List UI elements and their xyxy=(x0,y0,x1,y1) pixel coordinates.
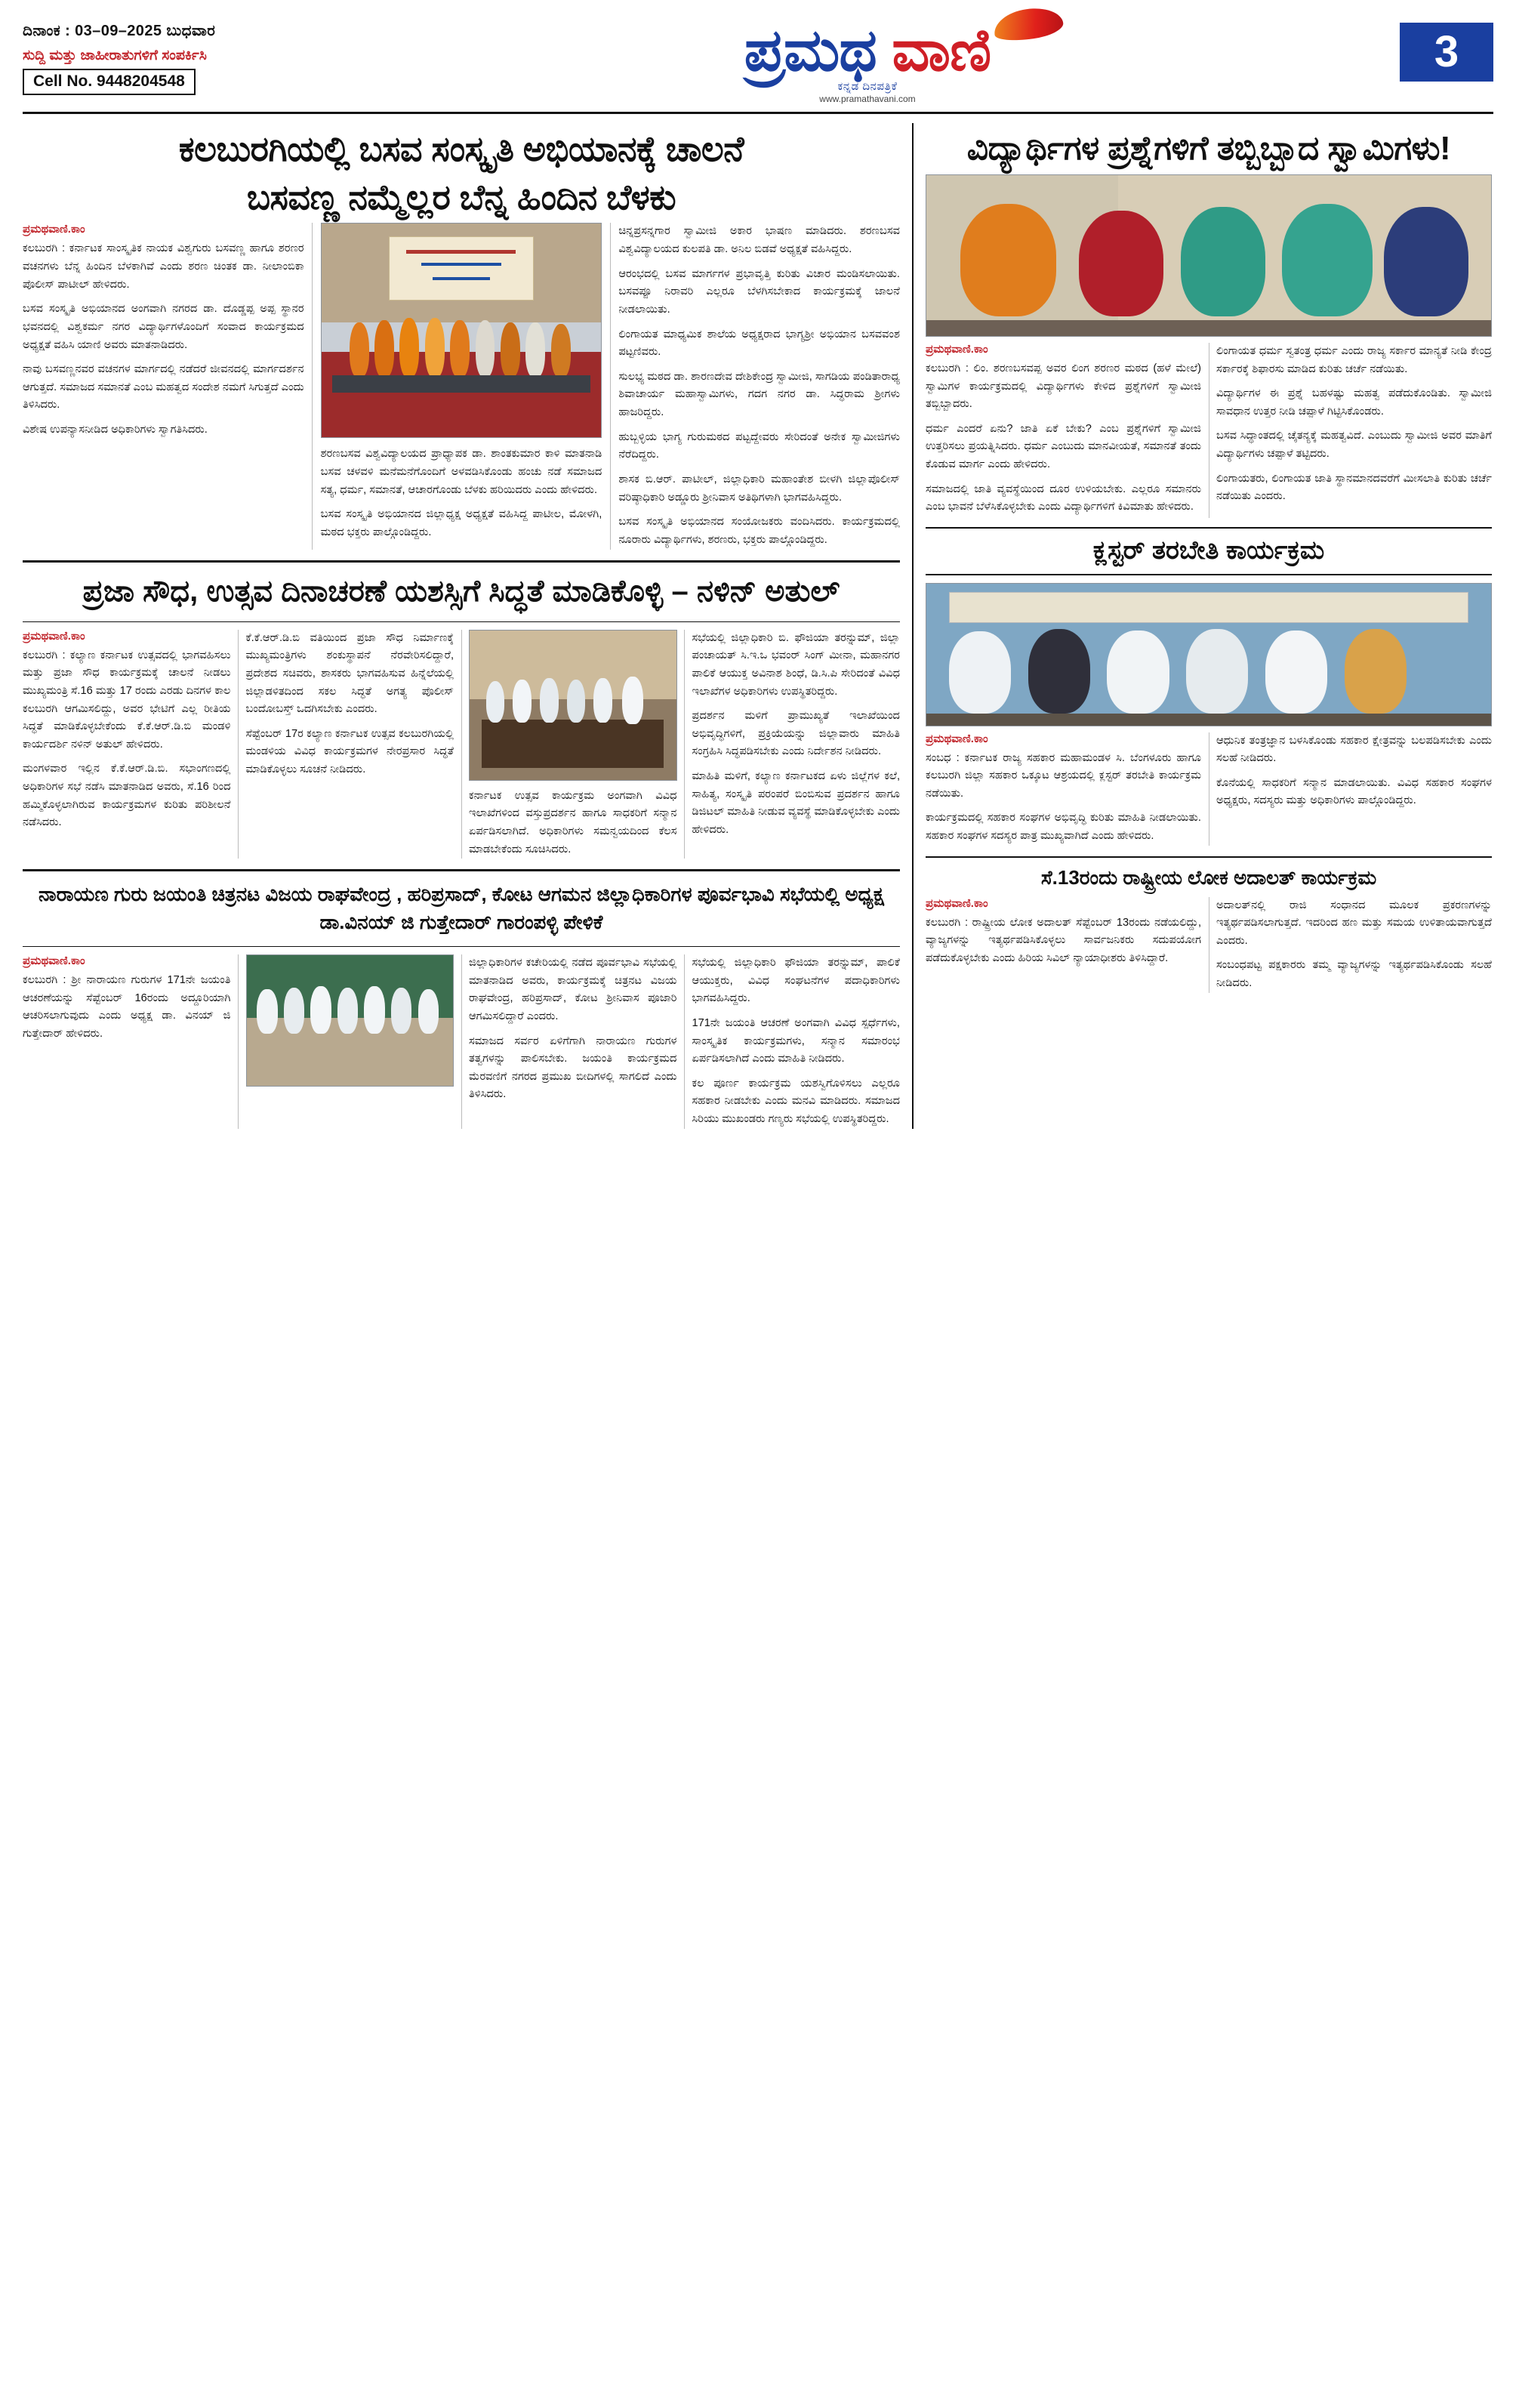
paragraph: ಕಲಬುರಗಿ : ಶ್ರೀ ನಾರಾಯಣ ಗುರುಗಳ 171ನೇ ಜಯಂತಿ ಆಚರಣೆಯನ್ನು ಸೆಪ್ಟೆಂಬರ್ 16ರಂದು ಅದ್ದೂರಿಯಾಗಿ ಆಚರಿಸಲಾಗುವುದು ಎಂದು ಅಧ್ಯಕ್ಷ ಡಾ. ವಿನಯ್ ಜಿ ಗುತ್ತೇದಾರ್ ಹೇಳಿದರು. xyxy=(23,973,231,1040)
group-felicitation-photo xyxy=(246,954,454,1087)
logo-subtitle: ಕನ್ನಡ ದಿನಪತ್ರಿಕೆ xyxy=(837,80,898,94)
paragraph: ಕೊನೆಯಲ್ಲಿ ಸಾಧಕರಿಗೆ ಸನ್ಮಾನ ಮಾಡಲಾಯಿತು. ವಿವಿಧ ಸಹಕಾರ ಸಂಘಗಳ ಅಧ್ಯಕ್ಷರು, ಸದಸ್ಯರು ಮತ್ತು ಅಧಿಕಾರಿಗಳು ಪಾಲ್ಗೊಂಡಿದ್ದರು. xyxy=(1216,776,1492,807)
paragraph: ಬಸವ ಸಂಸ್ಕೃತಿ ಅಭಿಯಾನದ ಅಂಗವಾಗಿ ನಗರದ ಡಾ. ದೊಡ್ಡಪ್ಪ ಅಪ್ಪ ಸ್ಥಾನರ ಭವನದಲ್ಲಿ ವಿಶ್ವಕರ್ಮ ನಗರ ವಿದ್ಯಾರ್ಥಿಗಳೊಂದಿಗೆ ಸಂವಾದ ಕಾರ್ಯಕ್ರಮದ ಅಧ್ಯಕ್ಷತೆ ವಹಿಸಿ ಯಾಣಿ ಅವರು ಮಾತನಾಡಿದರು. xyxy=(23,303,304,351)
masthead xyxy=(23,17,1493,114)
byline: ಪ್ರಮಥವಾಣಿ.ಕಾಂ xyxy=(926,342,988,356)
paragraph: ಸಮಾಜದಲ್ಲಿ ಜಾತಿ ವ್ಯವಸ್ಥೆಯಿಂದ ದೂರ ಉಳಿಯಬೇಕು. ಎಲ್ಲರೂ ಸಮಾನರು ಎಂಬ ಭಾವನೆ ಬೆಳೆಸಿಕೊಳ್ಳಬೇಕು ಎಂದು ವಿದ್ಯಾರ್ಥಿಗಳಿಗೆ ಕಿವಿಮಾತು ಹೇಳಿದರು. xyxy=(926,483,1201,513)
right-story-2-headline: ಕ್ಲಸ್ಟರ್ ತರಬೇತಿ ಕಾರ್ಯಕ್ರಮ xyxy=(926,527,1492,575)
paragraph: ಕಲಬುರಗಿ : ಕರ್ನಾಟಕ ಸಾಂಸ್ಕೃತಿಕ ನಾಯಕ ವಿಶ್ವಗುರು ಬಸವಣ್ಣ ಹಾಗೂ ಶರಣರ ವಚನಗಳು ಬೆನ್ನ ಹಿಂದಿನ ಬೆಳಕಾಗಿವೆ ಎಂದು ಶರಣ ಚಿಂತಕ ಡಾ. ನೀಲಾಂಬಿಕಾ ಪೊಲೀಸ್ ಪಾಟೀಲ್ ಹೇಳಿದರು. xyxy=(23,242,304,291)
right-story-1-body xyxy=(926,343,1492,518)
paragraph: ವಿದ್ಯಾರ್ಥಿಗಳ ಈ ಪ್ರಶ್ನೆ ಬಹಳಷ್ಟು ಮಹತ್ವ ಪಡೆದುಕೊಂಡಿತು. ಸ್ವಾಮೀಜಿ ಸಾವಧಾನ ಉತ್ತರ ನೀಡಿ ಚಪ್ಪಾಳೆ ಗಿಟ್ಟಿಸಿಕೊಂಡರು. xyxy=(1216,387,1492,418)
paragraph: ಸುಲಭ್ಯ ಮಠದ ಡಾ. ಶಾರಣದೇವ ದೇಶಿಕೇಂದ್ರ ಸ್ವಾಮೀಜಿ, ಸಾಗಡಿಯ ಪಂಡಿತಾರಾಧ್ಯ ಶಿವಾಚಾರ್ಯ ಮಹಾಸ್ವಾಮಿಗಳು, ಗದಗ ನಗರ ಡಾ. ಸಿದ್ಧರಾಮ ಶ್ರೀಗಳು ಹಾಜರಿದ್ದರು. xyxy=(618,370,900,419)
paragraph: ಸೆಪ್ಟೆಂಬರ್ 17ರ ಕಲ್ಯಾಣ ಕರ್ನಾಟಕ ಉತ್ಸವ ಕಲಬುರಗಿಯಲ್ಲಿ ಮಂಡಳಿಯ ವಿವಿಧ ಕಾರ್ಯಕ್ರಮಗಳ ನೇರಪ್ರಸಾರ ಸಿದ್ಧತೆ ಮಾಡಿಕೊಳ್ಳಲು ಸೂಚನೆ ನೀಡಿದರು. xyxy=(245,727,454,776)
contact-tagline: ಸುದ್ದಿ ಮತ್ತು ಜಾಹೀರಾತುಗಳಿಗೆ ಸಂಪರ್ಕಿಸಿ xyxy=(23,48,207,63)
divider xyxy=(23,869,900,871)
logo-part-1: ಪ್ರಮಥ xyxy=(744,17,877,83)
third-headline: ನಾರಾಯಣ ಗುರು ಜಯಂತಿ ಚಿತ್ರನಟ ವಿಜಯ ರಾಘವೇಂದ್ರ , ಹರಿಪ್ರಸಾದ್, ಕೋಟ ಆಗಮನ ಜಿಲ್ಲಾಧಿಕಾರಿಗಳ ಪೂರ್ವಭಾವಿ ಸಭೆಯಲ್ಲಿ ಅಧ್ಯಕ್ಷ ಡಾ.ವಿನಯ್ ಜಿ ಗುತ್ತೇದಾರ್ ಗಾರಂಪಳ್ಳಿ ಪೇಳಿಕೆ xyxy=(38,883,885,933)
paragraph: ಮಂಗಳವಾರ ಇಲ್ಲಿನ ಕೆ.ಕೆ.ಆರ್.ಡಿ.ಬಿ. ಸಭಾಂಗಣದಲ್ಲಿ ಅಧಿಕಾರಿಗಳ ಸಭೆ ನಡೆಸಿ ಮಾತನಾಡಿದ ಅವರು, ಸೆ.16 ರಿಂದ ಹಮ್ಮಿಕೊಳ್ಳಲಾಗಿರುವ ಕಾರ್ಯಕ್ರಮಗಳ ಕುರಿತು ಪರಿಶೀಲನೆ ನಡೆಸಿದರು. xyxy=(23,763,231,829)
right-story-3 xyxy=(926,856,1492,993)
masthead-center xyxy=(377,17,1357,106)
right-story-2 xyxy=(926,527,1492,846)
paragraph: ನಾವು ಬಸವಣ್ಣನವರ ವಚನಗಳ ಮಾರ್ಗದಲ್ಲಿ ನಡೆದರೆ ಜೀವನದಲ್ಲಿ ಮಾರ್ಗದರ್ಶನ ಆಗುತ್ತದೆ. ಸಮಾಜದ ಸಮಾನತೆ ಎಂಬ ಮಹತ್ವದ ಸಂದೇಶ ನಮಗೆ ಸಿಗುತ್ತದೆ ಎಂದು ತಿಳಿಸಿದರು. xyxy=(23,363,304,412)
byline: ಪ್ರಮಥವಾಣಿ.ಕಾಂ xyxy=(926,732,988,745)
paragraph: ಸಂಬಧ : ಕರ್ನಾಟಕ ರಾಜ್ಯ ಸಹಕಾರ ಮಹಾಮಂಡಳ ಸಿ. ಬೆಂಗಳೂರು ಹಾಗೂ ಕಲಬುರಗಿ ಜಿಲ್ಲಾ ಸಹಕಾರ ಒಕ್ಕೂಟ ಆಶ್ರಯದಲ್ಲಿ ಕ್ಲಸ್ಟರ್ ತರಬೇತಿ ಕಾರ್ಯಕ್ರಮ ನಡೆಯಿತು. xyxy=(926,751,1201,800)
paragraph: ಸಭೆಯಲ್ಲಿ ಜಿಲ್ಲಾಧಿಕಾರಿ ಬಿ. ಫೌಜಿಯಾ ತರನ್ನುಮ್, ಜಿಲ್ಲಾ ಪಂಚಾಯತ್ ಸಿ.ಇ.ಒ ಭವಂರ್ ಸಿಂಗ್ ಮೀನಾ, ಮಹಾನಗರ ಪಾಲಿಕೆ ಆಯುಕ್ತ ಅವಿನಾಶ ಶಿಂಧೆ, ಡಿ.ಸಿ.ಪಿ ಸೇರಿದಂತೆ ವಿವಿಧ ಇಲಾಖೆಗಳ ಅಧಿಕಾರಿಗಳು ಉಪಸ್ಥಿತರಿದ್ದರು. xyxy=(692,631,900,698)
paragraph: ಸಂಬಂಧಪಟ್ಟ ಪಕ್ಷಕಾರರು ತಮ್ಮ ವ್ಯಾಜ್ಯಗಳನ್ನು ಇತ್ಯರ್ಥಪಡಿಸಿಕೊಂಡು ಸಲಹೆ ನೀಡಿದರು. xyxy=(1216,959,1492,990)
paragraph: ಆರಂಭದಲ್ಲಿ ಬಸವ ಮಾರ್ಗಗಳ ಪ್ರಭಾವೃತ್ತಿ ಕುರಿತು ವಿಚಾರ ಮಂಡಿಸಲಾಯಿತು. ಬಸವಪ್ಪೂ ನಿರಾವರಿ ಎಲ್ಲರೂ ಬೆಳಗಿಸಬೇಕಾದ ಕಾರ್ಯಕ್ರಮಕ್ಕೆ ಜಾಲನೆ ನೀಡಲಾಯಿತು. xyxy=(618,267,900,316)
byline: ಪ್ರಮಥವಾಣಿ.ಕಾಂ xyxy=(23,223,85,236)
logo-part-2: ವಾಣಿ xyxy=(892,17,991,83)
paragraph: ಅದಾಲತ್‌ನಲ್ಲಿ ರಾಜಿ ಸಂಧಾನದ ಮೂಲಕ ಪ್ರಕರಣಗಳನ್ನು ಇತ್ಯರ್ಥಪಡಿಸಲಾಗುತ್ತದೆ. ಇದರಿಂದ ಹಣ ಮತ್ತು ಸಮಯ ಉಳಿತಾಯವಾಗುತ್ತದೆ ಎಂದರು. xyxy=(1216,899,1492,947)
lead-story xyxy=(23,128,900,549)
second-body xyxy=(23,630,900,859)
byline: ಪ್ರಮಥವಾಣಿ.ಕಾಂ xyxy=(926,896,988,910)
paragraph: ಶಾಸಕ ಬಿ.ಆರ್. ಪಾಟೀಲ್, ಜಿಲ್ಲಾಧಿಕಾರಿ ಮಹಾಂತೇಶ ಬೀಳಗಿ ಜಿಲ್ಲಾಪೊಲೀಸ್ ವರಿಷ್ಠಾಧಿಕಾರಿ ಅಡ್ಡೂರು ಶ್ರೀನಿವಾಸ ಅತಿಥಿಗಳಾಗಿ ಭಾಗವಹಿಸಿದ್ದರು. xyxy=(618,473,900,504)
paragraph: ಬಸವ ಸಂಸ್ಕೃತಿ ಅಭಿಯಾನದ ಜಿಲ್ಲಾಧ್ಯಕ್ಷ ಅಧ್ಯಕ್ಷತೆ ವಹಿಸಿದ್ದ ಪಾಟೀಲ, ಮೋಳಗಿ, ಮಠದ ಭಕ್ತರು ಪಾಲ್ಗೊಂಡಿದ್ದರು. xyxy=(320,508,602,538)
paragraph: ಕಲಬುರಗಿ : ರಾಷ್ಟ್ರೀಯ ಲೋಕ ಅದಾಲತ್ ಸೆಪ್ಟೆಂಬರ್ 13ರಂದು ನಡೆಯಲಿದ್ದು, ವ್ಯಾಜ್ಯಗಳನ್ನು ಇತ್ಯರ್ಥಪಡಿಸಿಕೊಳ್ಳಲು ಸಾರ್ವಜನಿಕರು ಸದುಪಯೋಗ ಪಡೆದುಕೊಳ್ಳಬೇಕು ಎಂದು ಹಿರಿಯ ಸಿವಿಲ್ ನ್ಯಾಯಾಧೀಶರು ತಿಳಿಸಿದ್ದಾರೆ. xyxy=(926,916,1201,964)
page-number-badge: 3 xyxy=(1400,23,1493,82)
page-content xyxy=(23,123,1493,1128)
logo-website: www.pramathavani.com xyxy=(819,94,916,105)
paragraph: ಲಿಂಗಾಯತ ಧರ್ಮ ಸ್ವತಂತ್ರ ಧರ್ಮ ಎಂದು ರಾಜ್ಯ ಸರ್ಕಾರ ಮಾನ್ಯತೆ ನೀಡಿ ಕೇಂದ್ರ ಸರ್ಕಾರಕ್ಕೆ ಶಿಫಾರಸು ಮಾಡಿದ ಕುರಿತು ಚರ್ಚೆ ನಡೆಯಿತು. xyxy=(1216,344,1492,375)
byline: ಪ್ರಮಥವಾಣಿ.ಕಾಂ xyxy=(23,954,85,967)
contact-phone: Cell No. 9448204548 xyxy=(23,69,196,95)
paragraph: ಜಿಲ್ಲಾಧಿಕಾರಿಗಳ ಕಚೇರಿಯಲ್ಲಿ ನಡೆದ ಪೂರ್ವಭಾವಿ ಸಭೆಯಲ್ಲಿ ಮಾತನಾಡಿದ ಅವರು, ಕಾರ್ಯಕ್ರಮಕ್ಕೆ ಚಿತ್ರನಟ ವಿಜಯ ರಾಘವೇಂದ್ರ, ಹರಿಪ್ರಸಾದ್, ಕೋಟ ಶ್ರೀನಿವಾಸ ಪೂಜಾರಿ ಆಗಮಿಸಲಿದ್ದಾರೆ ಎಂದರು. xyxy=(469,956,677,1022)
basava-abhiyana-stage-photo xyxy=(321,223,602,438)
paragraph: ಧರ್ಮ ಎಂದರೆ ಏನು? ಜಾತಿ ಏಕೆ ಬೇಕು? ಎಂಬ ಪ್ರಶ್ನೆಗಳಿಗೆ ಸ್ವಾಮೀಜಿ ಉತ್ತರಿಸಲು ಪ್ರಯತ್ನಿಸಿದರು. ಧರ್ಮ ಎಂಬುದು ಮಾನವೀಯತೆ, ಸಮಾನತೆ ತಂದು ಕೊಡುವ ಮಾರ್ಗ ಎಂದು ಹೇಳಿದರು. xyxy=(926,422,1201,471)
logo-text xyxy=(744,17,991,83)
right-zone xyxy=(914,123,1492,1128)
newspaper-logo xyxy=(744,17,991,105)
lead-kicker: ಕಲಬುರಗಿಯಲ್ಲಿ ಬಸವ ಸಂಸ್ಕೃತಿ ಅಭಿಯಾನಕ್ಕೆ ಚಾಲನೆ xyxy=(178,129,744,169)
paragraph: ಬಸವ ಸಿದ್ಧಾಂತದಲ್ಲಿ ಚೈತನ್ಯಕ್ಕೆ ಮಹತ್ವವಿದೆ. ಎಂಬುದು ಸ್ವಾಮೀಜಿ ಅವರ ಮಾತಿಗೆ ವಿದ್ಯಾರ್ಥಿಗಳು ಚಪ್ಪಾಳೆ ತಟ್ಟಿದರು. xyxy=(1216,430,1492,461)
right-story-1-headline: ವಿದ್ಯಾರ್ಥಿಗಳ ಪ್ರಶ್ನೆಗಳಿಗೆ ತಬ್ಬಿಬ್ಬಾದ ಸ್ವಾಮಿಗಳು! xyxy=(966,130,1451,168)
paragraph: ಕಲ ಪೂರ್ಣ ಕಾರ್ಯಕ್ರಮ ಯಶಸ್ವಿಗೊಳಿಸಲು ಎಲ್ಲರೂ ಸಹಕಾರ ನೀಡಬೇಕು ಎಂದು ಮನವಿ ಮಾಡಿದರು. ಸಮಾಜದ ಸಿರಿಯು ಮುಖಂಡರು ಗಣ್ಯರು ಸಭೆಯಲ್ಲಿ ಉಪಸ್ಥಿತರಿದ್ದರು. xyxy=(692,1077,900,1126)
paragraph: ಸಭೆಯಲ್ಲಿ ಜಿಲ್ಲಾಧಿಕಾರಿ ಫೌಜಿಯಾ ತರನ್ನುಮ್, ಪಾಲಿಕೆ ಆಯುಕ್ತರು, ವಿವಿಧ ಸಂಘಟನೆಗಳ ಪದಾಧಿಕಾರಿಗಳು ಭಾಗವಹಿಸಿದ್ದರು. xyxy=(692,956,900,1005)
paragraph: ಚಿನ್ನಪ್ರಸನ್ನಗಾರ ಸ್ವಾಮೀಜಿ ಅಕಾರ ಭಾಷಣ ಮಾಡಿದರು. ಶರಣಬಸವ ವಿಶ್ವವಿದ್ಯಾಲಯದ ಕುಲಪತಿ ಡಾ. ಅನಿಲ ಬಿಡವೆ ಅಧ್ಯಕ್ಷತೆ ವಹಿಸಿದ್ದರು. xyxy=(618,225,900,255)
paragraph: ಕರ್ನಾಟಕ ಉತ್ಸವ ಕಾರ್ಯಕ್ರಮ ಅಂಗವಾಗಿ ವಿವಿಧ ಇಲಾಖೆಗಳಿಂದ ವಸ್ತುಪ್ರದರ್ಶನ ಹಾಗೂ ಸಾಧಕರಿಗೆ ಸನ್ಮಾನ ಏರ್ಪಡಿಸಲಾಗಿದೆ. ಅಧಿಕಾರಿಗಳು ಸಮನ್ವಯದಿಂದ ಕೆಲಸ ಮಾಡಬೇಕೆಂದು ಸೂಚಿಸಿದರು. xyxy=(469,789,677,856)
lead-body xyxy=(23,223,900,549)
publication-date: ದಿನಾಂಕ : 03–09–2025 ಬುಧವಾರ xyxy=(23,23,216,39)
paragraph: ಮಾಹಿತಿ ಮಳಿಗೆ, ಕಲ್ಯಾಣ ಕರ್ನಾಟಕದ ಏಳು ಜಿಲ್ಲೆಗಳ ಕಲೆ, ಸಾಹಿತ್ಯ, ಸಂಸ್ಕೃತಿ ಪರಂಪರೆ ಬಿಂಬಿಸುವ ಪ್ರದರ್ಶನ ಹಾಗೂ ಡಿಜಿಟಲ್ ಮಾಹಿತಿ ನೀಡುವ ವ್ಯವಸ್ಥೆ ಮಾಡಿಕೊಳ್ಳಬೇಕು ಎಂದು ಹೇಳಿದರು. xyxy=(692,770,900,836)
paragraph: ಹುಬ್ಬಳ್ಳಿಯ ಭಾಗ್ಯ ಗುರುಮಠದ ಪಟ್ಟದ್ದೇವರು ಸೇರಿದಂತೆ ಅನೇಕ ಸ್ವಾಮೀಜಿಗಳು ನೆರೆದಿದ್ದರು. xyxy=(618,430,900,461)
second-story xyxy=(23,572,900,859)
paragraph: ವಿಶೇಷ ಉಪನ್ಯಾಸನೀಡಿದ ಅಧಿಕಾರಿಗಳು ಸ್ವಾಗತಿಸಿದರು. xyxy=(23,424,208,436)
lead-headline: ಬಸವಣ್ಣ ನಮ್ಮೆಲ್ಲರ ಬೆನ್ನ ಹಿಂದಿನ ಬೆಳಕು xyxy=(246,177,676,217)
paragraph: ಪ್ರದರ್ಶನ ಮಳಿಗೆ ಪ್ರಾಮುಖ್ಯತೆ ಇಲಾಖೆಯಿಂದ ಅಭಿವೃದ್ಧಿಗಳಿಗೆ, ಪ್ರಕ್ರಿಯೆಯನ್ನು ಜಿಲ್ಲಾವಾರು ಮಾಹಿತಿ ಸಂಗ್ರಹಿಸಿ ಸಿದ್ಧಪಡಿಸಬೇಕು ಎಂದು ನಿರ್ದೇಶನ ನೀಡಿದರು. xyxy=(692,710,900,758)
right-story-2-body xyxy=(926,732,1492,846)
district-officials-meeting-photo xyxy=(469,630,677,781)
paragraph: ಲಿಂಗಾಯತ ಮಾಧ್ಯಮಿಕ ಶಾಲೆಯ ಅಧ್ಯಕ್ಷರಾದ ಭಾಗ್ಯಶ್ರೀ ಅಭಿಯಾನ ಬಸವವಂಶ ಪಟ್ಟಣಿವರು. xyxy=(618,328,900,359)
paragraph: ಕಾರ್ಯಕ್ರಮದಲ್ಲಿ ಸಹಕಾರ ಸಂಘಗಳ ಅಭಿವೃದ್ಧಿ ಕುರಿತು ಮಾಹಿತಿ ನೀಡಲಾಯಿತು. ಸಹಕಾರ ಸಂಘಗಳ ಸದಸ್ಯರ ಪಾತ್ರ ಮುಖ್ಯವಾಗಿದೆ ಎಂದು ಹೇಳಿದರು. xyxy=(926,812,1201,843)
paragraph: ಕಲಬುರಗಿ : ಕಲ್ಯಾಣ ಕರ್ನಾಟಕ ಉತ್ಸವದಲ್ಲಿ ಭಾಗವಹಿಸಲು ಮತ್ತು ಪ್ರಜಾ ಸೌಧ ಕಾರ್ಯಕ್ರಮಕ್ಕೆ ಚಾಲನೆ ನೀಡಲು ಮುಖ್ಯಮಂತ್ರಿ ಸೆ.16 ಮತ್ತು 17 ರಂದು ಎರಡು ದಿನಗಳ ಕಾಲ ಕಲಬುರಗಿ ಆಗಮಿಸಲಿದ್ದು, ಅವರ ಭೇಟಿಗೆ ಎಲ್ಲ ರೀತಿಯ ಸಿದ್ಧತೆ ಮಾಡಿಕೊಳ್ಳಬೇಕೆಂದು ಕೆ.ಕೆ.ಆರ್.ಡಿ.ಬಿ ಮಂಡಳಿ ಕಾರ್ಯದರ್ಶಿ ನಳಿನ್ ಅತುಲ್ ಹೇಳಿದರು. xyxy=(23,649,231,751)
paragraph: ಶರಣಬಸವ ವಿಶ್ವವಿದ್ಯಾಲಯದ ಪ್ರಾಧ್ಯಾಪಕ ಡಾ. ಶಾಂತಕುಮಾರ ಕಾಳಿ ಮಾತನಾಡಿ ಬಸವ ಚಳವಳಿ ಮನೆಮನೆಗೊಂದಿಗೆ ಅಳವಡಿಸಿಕೊಂಡು ಹಂಚು ನಡೆ ಸಮಾಜದ ಸತ್ಯ, ಧರ್ಮ, ಸಮಾನತೆ, ಆಚಾರಗೊಂಡು ಬೆಳಕು ಹರಿಯಿದರು ಎಂದು ಹೇಳಿದರು. xyxy=(320,448,602,496)
paragraph: ಬಸವ ಸಂಸ್ಕೃತಿ ಅಭಿಯಾನದ ಸಂಯೋಜಕರು ವಂದಿಸಿದರು. ಕಾರ್ಯಕ್ರಮದಲ್ಲಿ ನೂರಾರು ವಿದ್ಯಾರ್ಥಿಗಳು, ಶರಣರು, ಭಕ್ತರು ಪಾಲ್ಗೊಂಡಿದ್ದರು. xyxy=(618,516,900,546)
second-headline: ಪ್ರಜಾ ಸೌಧ, ಉತ್ಸವ ದಿನಾಚರಣೆ ಯಶಸ್ಸಿಗೆ ಸಿದ್ಧತೆ ಮಾಡಿಕೊಳ್ಳಿ – ನಳಿನ್ ಅತುಲ್ xyxy=(82,574,840,608)
cluster-training-felicitation-photo xyxy=(926,583,1492,726)
paragraph: ಕೆ.ಕೆ.ಆರ್.ಡಿ.ಬಿ ವತಿಯಿಂದ ಪ್ರಜಾ ಸೌಧ ನಿರ್ಮಾಣಕ್ಕೆ ಮುಖ್ಯಮಂತ್ರಿಗಳು ಶಂಕುಸ್ಥಾಪನೆ ನೆರವೇರಿಸಲಿದ್ದಾರೆ, ಪ್ರದೇಶದ ಸಚಿವರು, ಶಾಸಕರು ಭಾಗವಹಿಸುವ ಹಿನ್ನೆಲೆಯಲ್ಲಿ ಜಿಲ್ಲಾಡಳಿತದಿಂದ ಸಕಲ ಸಿದ್ಧತೆ ಅಗತ್ಯ ಪೊಲೀಸ್ ಬಂದೋಬಸ್ತ್ ಒದಗಿಸಬೇಕು ಎಂದರು. xyxy=(245,631,454,716)
right-story-1 xyxy=(926,128,1492,518)
third-story xyxy=(23,880,900,1129)
third-body xyxy=(23,954,900,1129)
right-story-3-body xyxy=(926,897,1492,993)
byline: ಪ್ರಮಥವಾಣಿ.ಕಾಂ xyxy=(23,629,85,643)
masthead-right xyxy=(1357,20,1493,82)
paragraph: ಕಲಬುರಗಿ : ಲಿಂ. ಶರಣಬಸವಪ್ಪ ಅವರ ಲಿಂಗ ಶರಣರ ಮಠದ (ಹಳೆ ಮೇಲೆ) ಸ್ವಾಮಿಗಳ ಕಾರ್ಯಕ್ರಮದಲ್ಲಿ ವಿದ್ಯಾರ್ಥಿಗಳು ಕೇಳಿದ ಪ್ರಶ್ನೆಗಳಿಗೆ ಸ್ವಾಮೀಜಿ ತಬ್ಬಿಬ್ಬಾದರು. xyxy=(926,362,1201,411)
swamiji-with-students-photo xyxy=(926,174,1492,337)
divider xyxy=(23,560,900,563)
paragraph: ಲಿಂಗಾಯತರು, ಲಿಂಗಾಯತ ಜಾತಿ ಸ್ಥಾನಮಾನದವರೆಗೆ ಮೀಸಲಾತಿ ಕುರಿತು ಚರ್ಚೆ ನಡೆಯಿತು ಎಂದರು. xyxy=(1216,472,1492,503)
paragraph: 171ನೇ ಜಯಂತಿ ಆಚರಣೆ ಅಂಗವಾಗಿ ವಿವಿಧ ಸ್ಪರ್ಧೆಗಳು, ಸಾಂಸ್ಕೃತಿಕ ಕಾರ್ಯಕ್ರಮಗಳು, ಸನ್ಮಾನ ಸಮಾರಂಭ ಏರ್ಪಡಿಸಲಾಗಿದೆ ಎಂದು ಮಾಹಿತಿ ನೀಡಿದರು. xyxy=(692,1016,900,1065)
left-zone xyxy=(23,123,914,1128)
masthead-left xyxy=(23,20,377,95)
flame-icon xyxy=(991,5,1065,44)
paragraph: ಆಧುನಿಕ ತಂತ್ರಜ್ಞಾನ ಬಳಸಿಕೊಂಡು ಸಹಕಾರ ಕ್ಷೇತ್ರವನ್ನು ಬಲಪಡಿಸಬೇಕು ಎಂದು ಸಲಹೆ ನೀಡಿದರು. xyxy=(1216,734,1492,765)
right-story-3-headline: ಸೆ.13ರಂದು ರಾಷ್ಟ್ರೀಯ ಲೋಕ ಅದಾಲತ್ ಕಾರ್ಯಕ್ರಮ xyxy=(1040,865,1377,889)
paragraph: ಸಮಾಜದ ಸರ್ವರ ಏಳಿಗೆಗಾಗಿ ನಾರಾಯಣ ಗುರುಗಳ ತತ್ವಗಳನ್ನು ಪಾಲಿಸಬೇಕು. ಜಯಂತಿ ಕಾರ್ಯಕ್ರಮದ ಮೆರವಣಿಗೆ ನಗರದ ಪ್ರಮುಖ ಬೀದಿಗಳಲ್ಲಿ ಸಾಗಲಿದೆ ಎಂದು ತಿಳಿಸಿದರು. xyxy=(469,1034,677,1101)
